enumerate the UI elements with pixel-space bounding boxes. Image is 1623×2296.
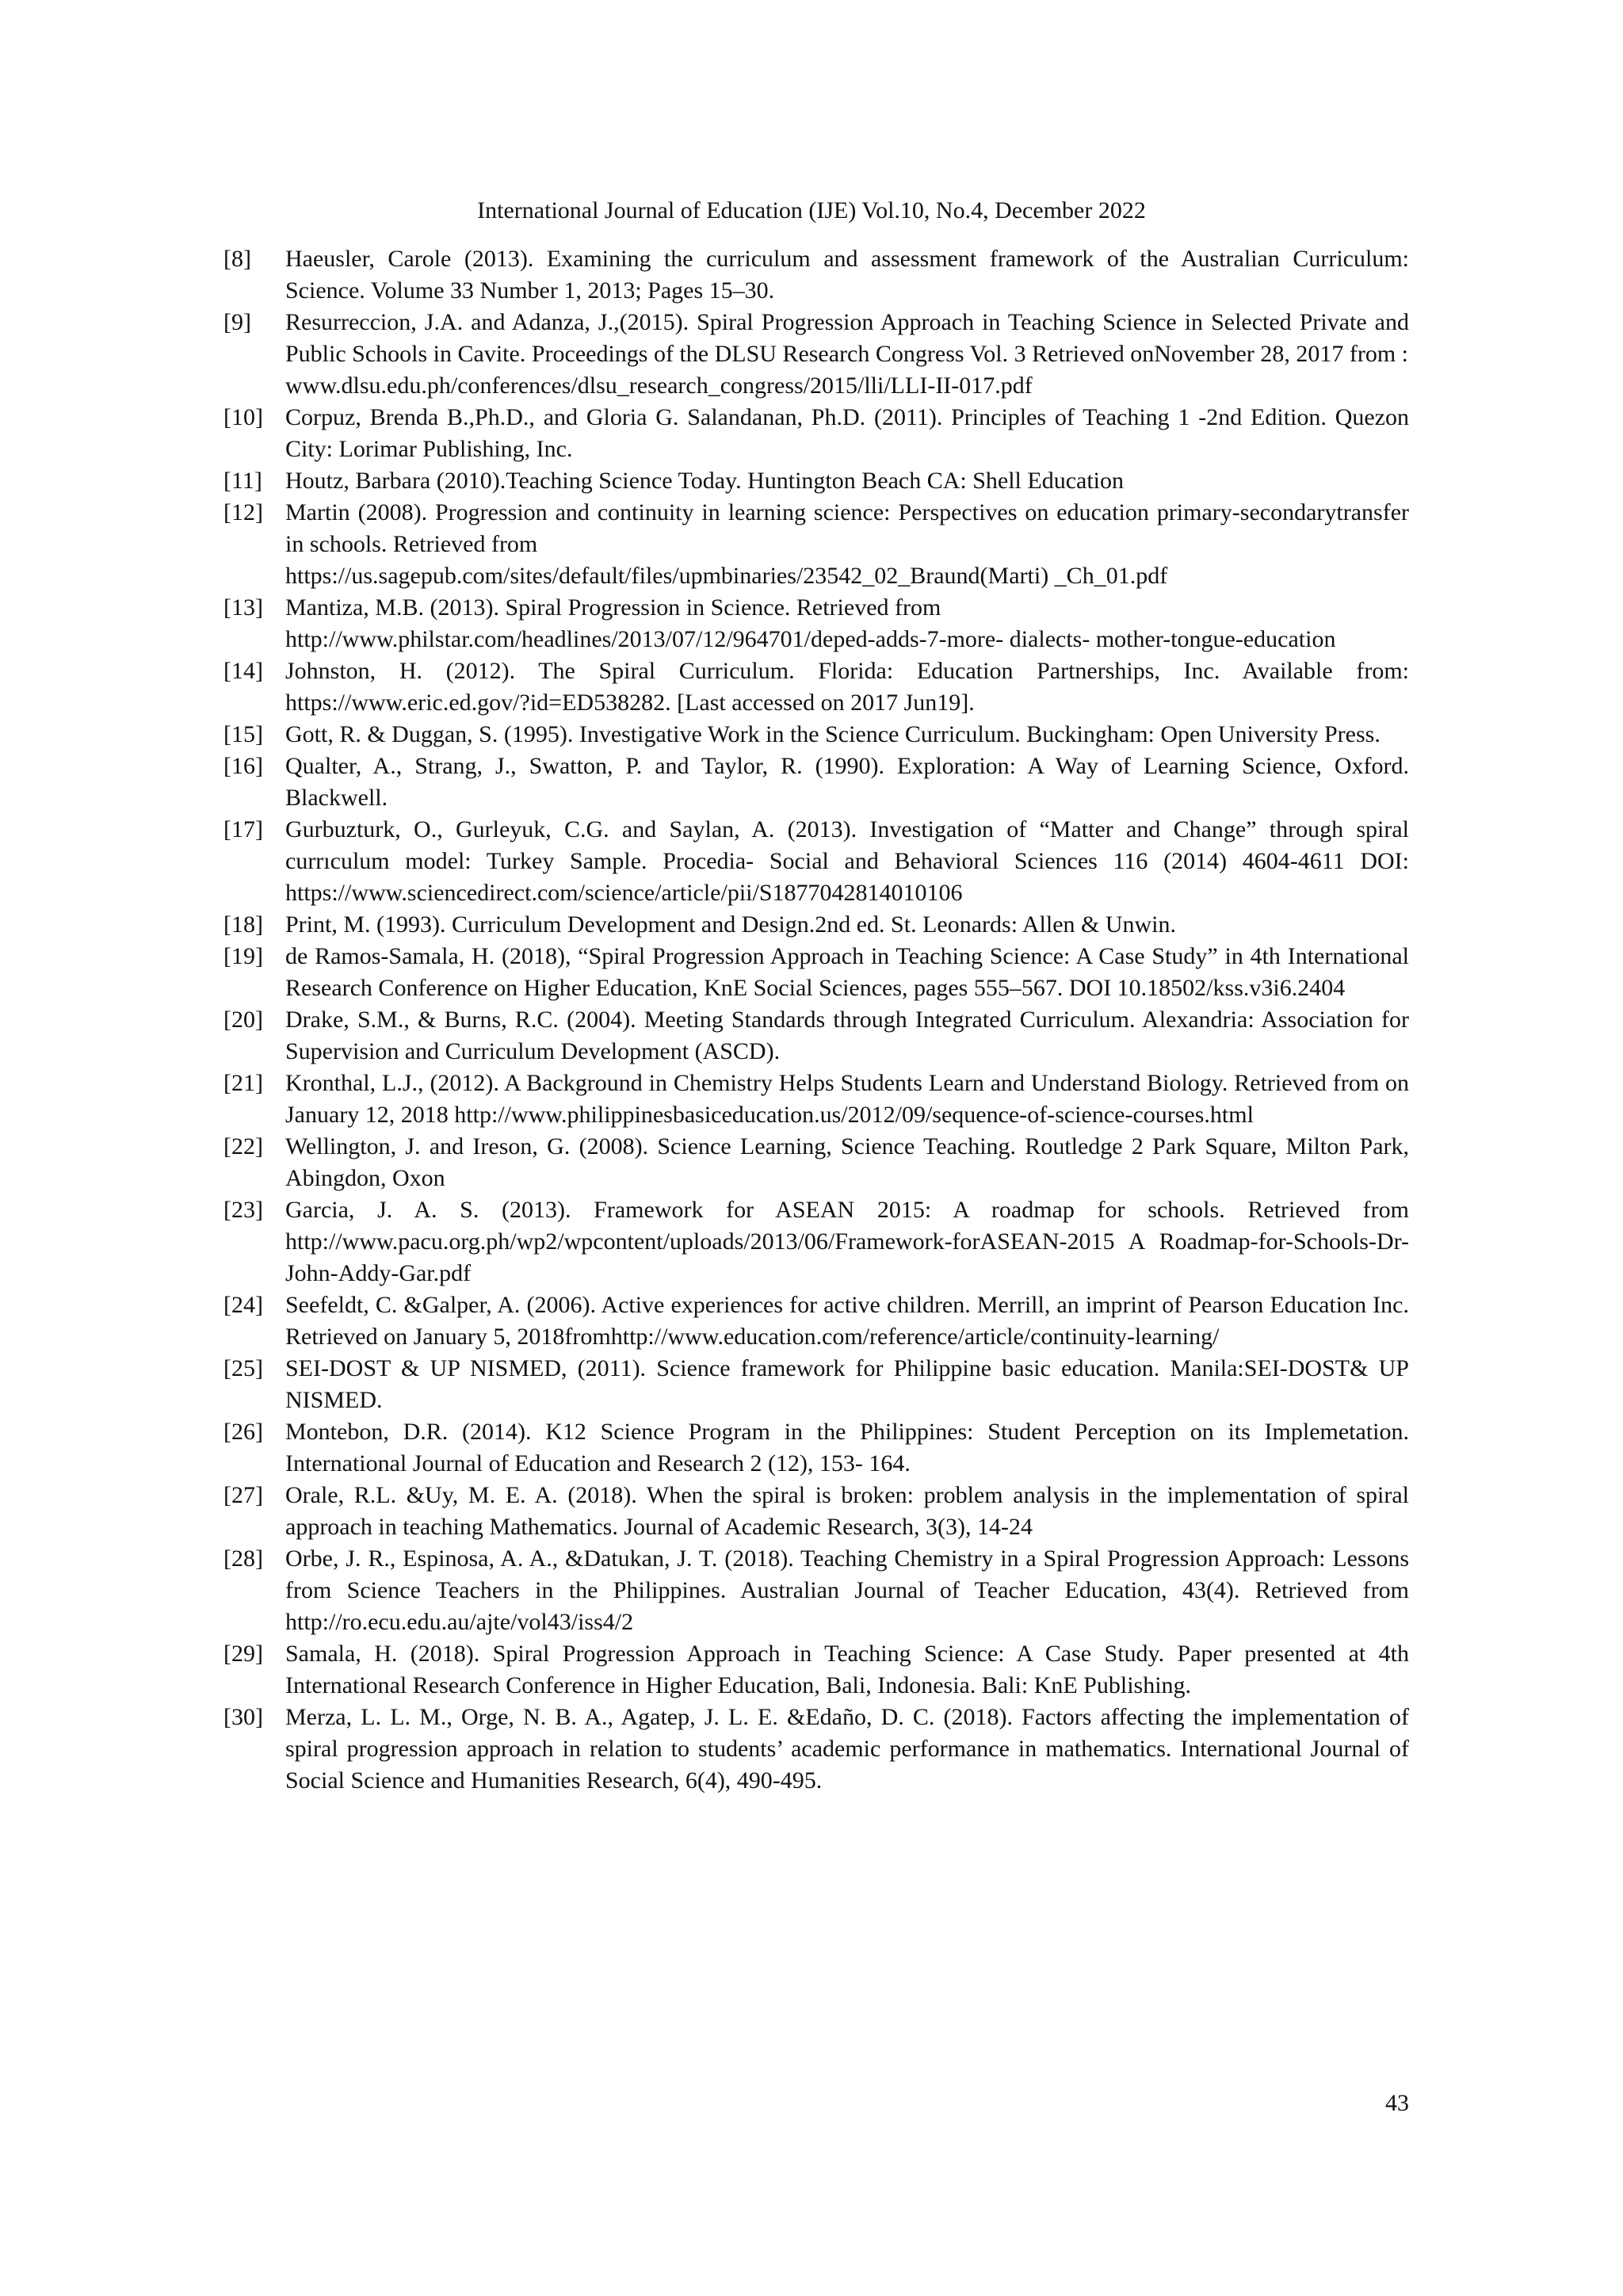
reference-text: Martin (2008). Progression and continuity in learning science: Perspectives on education primary-secondarytransfer in schools. Retrieved from https://us.sagepub.com/sites/default/files/upmbinaries/23542_02_Braund(Marti) _Ch_01.pdf bbox=[285, 499, 1409, 589]
reference-text: Mantiza, M.B. (2013). Spiral Progression in Science. Retrieved from http://www.philstar.com/headlines/2013/07/12/964701/deped-adds-7-more- dialects- mother-tongue-education bbox=[285, 594, 1336, 652]
reference-number: [23] bbox=[223, 1197, 263, 1223]
reference-number: [29] bbox=[223, 1641, 263, 1667]
reference-number: [22] bbox=[223, 1133, 263, 1159]
reference-text: SEI-DOST & UP NISMED, (2011). Science framework for Philippine basic education. Manila:SEI-DOST& UP NISMED. bbox=[285, 1355, 1409, 1413]
reference-text: Garcia, J. A. S. (2013). Framework for ASEAN 2015: A roadmap for schools. Retrieved from http://www.pacu.org.ph/wp2/wpcontent/uploads/2013/06/Framework-forASEAN-2015 A Roadmap-for-Schools-Dr-John-Addy-Gar.pdf bbox=[285, 1197, 1409, 1286]
reference-list bbox=[223, 243, 1409, 1797]
reference-item bbox=[223, 719, 1409, 751]
reference-text: Orbe, J. R., Espinosa, A. A., &Datukan, J. T. (2018). Teaching Chemistry in a Spiral Progression Approach: Lessons from Science Teachers in the Philippines. Australian Journal of Teacher Education, 43(4). Retrieved from http://ro.ecu.edu.au/ajte/vol43/iss4/2 bbox=[285, 1545, 1409, 1635]
reference-item bbox=[223, 402, 1409, 465]
reference-item bbox=[223, 497, 1409, 592]
reference-text: Johnston, H. (2012). The Spiral Curriculum. Florida: Education Partnerships, Inc. Available from: https://www.eric.ed.gov/?id=ED538282. [Last accessed on 2017 Jun19]. bbox=[285, 658, 1409, 716]
reference-item bbox=[223, 243, 1409, 307]
reference-number: [18] bbox=[223, 911, 263, 938]
reference-text: Resurreccion, J.A. and Adanza, J.,(2015). Spiral Progression Approach in Teaching Science in Selected Private and Public Schools in Cavite. Proceedings of the DLSU Research Congress Vol. 3 Retrieved onNovember 28, 2017 from : www.dlsu.edu.ph/conferences/dlsu_research_congress/2015/lli/LLI-II-017.pdf bbox=[285, 309, 1409, 399]
reference-item bbox=[223, 1068, 1409, 1131]
reference-text: Kronthal, L.J., (2012). A Background in Chemistry Helps Students Learn and Understand Biology. Retrieved from on January 12, 2018 http://www.philippinesbasiceducation.us/2012/09/sequence-of-science-courses.html bbox=[285, 1070, 1409, 1128]
reference-number: [27] bbox=[223, 1482, 263, 1508]
running-header: International Journal of Education (IJE) Vol.10, No.4, December 2022 bbox=[477, 197, 1146, 223]
reference-item bbox=[223, 655, 1409, 719]
reference-number: [28] bbox=[223, 1545, 263, 1572]
reference-text: Orale, R.L. &Uy, M. E. A. (2018). When the spiral is broken: problem analysis in the implementation of spiral approach in teaching Mathematics. Journal of Academic Research, 3(3), 14-24 bbox=[285, 1482, 1409, 1540]
page-number: 43 bbox=[1385, 2090, 1409, 2116]
reference-number: [20] bbox=[223, 1007, 263, 1033]
reference-number: [13] bbox=[223, 594, 263, 621]
reference-number: [10] bbox=[223, 404, 263, 430]
reference-item bbox=[223, 1004, 1409, 1068]
reference-text: Wellington, J. and Ireson, G. (2008). Science Learning, Science Teaching. Routledge 2 Park Square, Milton Park, Abingdon, Oxon bbox=[285, 1133, 1409, 1191]
reference-number: [17] bbox=[223, 816, 263, 842]
reference-item bbox=[223, 941, 1409, 1004]
reference-number: [30] bbox=[223, 1704, 263, 1730]
reference-item bbox=[223, 1543, 1409, 1638]
reference-text: Samala, H. (2018). Spiral Progression Approach in Teaching Science: A Case Study. Paper presented at 4th International Research Conference in Higher Education, Bali, Indonesia. Bali: KnE Publishing. bbox=[285, 1641, 1409, 1698]
reference-number: [15] bbox=[223, 721, 263, 747]
reference-item bbox=[223, 1416, 1409, 1480]
reference-item bbox=[223, 1353, 1409, 1416]
reference-item bbox=[223, 1702, 1409, 1797]
reference-text: Print, M. (1993). Curriculum Development and Design.2nd ed. St. Leonards: Allen & Unwin. bbox=[285, 911, 1177, 938]
reference-text: Haeusler, Carole (2013). Examining the curriculum and assessment framework of the Australian Curriculum: Science. Volume 33 Number 1, 2013; Pages 15–30. bbox=[285, 246, 1409, 304]
reference-number: [21] bbox=[223, 1070, 263, 1096]
reference-item bbox=[223, 307, 1409, 402]
reference-item bbox=[223, 465, 1409, 497]
reference-number: [16] bbox=[223, 753, 263, 779]
reference-item bbox=[223, 592, 1409, 655]
reference-item bbox=[223, 1480, 1409, 1543]
reference-text: Seefeldt, C. &Galper, A. (2006). Active experiences for active children. Merrill, an imprint of Pearson Education Inc. Retrieved on January 5, 2018fromhttp://www.education.com/reference/article/continuity-learning/ bbox=[285, 1292, 1409, 1350]
reference-text: Gott, R. & Duggan, S. (1995). Investigative Work in the Science Curriculum. Buckingham: Open University Press. bbox=[285, 721, 1381, 747]
reference-text: Qualter, A., Strang, J., Swatton, P. and Taylor, R. (1990). Exploration: A Way of Learning Science, Oxford. Blackwell. bbox=[285, 753, 1409, 811]
reference-number: [25] bbox=[223, 1355, 263, 1381]
reference-number: [24] bbox=[223, 1292, 263, 1318]
reference-item bbox=[223, 1131, 1409, 1194]
reference-item bbox=[223, 1194, 1409, 1289]
reference-number: [9] bbox=[223, 309, 251, 335]
reference-item bbox=[223, 1289, 1409, 1353]
reference-text: Houtz, Barbara (2010).Teaching Science Today. Huntington Beach CA: Shell Education bbox=[285, 468, 1125, 494]
reference-text: Gurbuzturk, O., Gurleyuk, C.G. and Saylan, A. (2013). Investigation of “Matter and Change” through spiral currıculum model: Turkey Sample. Procedia- Social and Behavioral Sciences 116 (2014) 4604-4611 DOI: https://www.sciencedirect.com/science/article/pii/S1877042814010106 bbox=[285, 816, 1409, 906]
reference-item bbox=[223, 814, 1409, 909]
reference-number: [11] bbox=[223, 468, 262, 494]
reference-text: Drake, S.M., & Burns, R.C. (2004). Meeting Standards through Integrated Curriculum. Alexandria: Association for Supervision and Curriculum Development (ASCD). bbox=[285, 1007, 1409, 1064]
reference-number: [12] bbox=[223, 499, 263, 525]
reference-text: Corpuz, Brenda B.,Ph.D., and Gloria G. Salandanan, Ph.D. (2011). Principles of Teaching 1 -2nd Edition. Quezon City: Lorimar Publishing, Inc. bbox=[285, 404, 1409, 462]
reference-text: de Ramos-Samala, H. (2018), “Spiral Progression Approach in Teaching Science: A Case Study” in 4th International Research Conference on Higher Education, KnE Social Sciences, pages 555–567. DOI 10.18502/kss.v3i6.2404 bbox=[285, 943, 1409, 1001]
reference-text: Merza, L. L. M., Orge, N. B. A., Agatep, J. L. E. &Edaño, D. C. (2018). Factors affecting the implementation of spiral progression approach in relation to students’ academic performance in mathematics. International Journal of Social Science and Humanities Research, 6(4), 490-495. bbox=[285, 1704, 1409, 1794]
reference-number: [19] bbox=[223, 943, 263, 969]
reference-item bbox=[223, 909, 1409, 941]
reference-number: [14] bbox=[223, 658, 263, 684]
reference-number: [8] bbox=[223, 246, 251, 272]
reference-item bbox=[223, 1638, 1409, 1702]
reference-number: [26] bbox=[223, 1419, 263, 1445]
reference-text: Montebon, D.R. (2014). K12 Science Program in the Philippines: Student Perception on its Implemetation. International Journal of Education and Research 2 (12), 153- 164. bbox=[285, 1419, 1409, 1477]
reference-item bbox=[223, 751, 1409, 814]
